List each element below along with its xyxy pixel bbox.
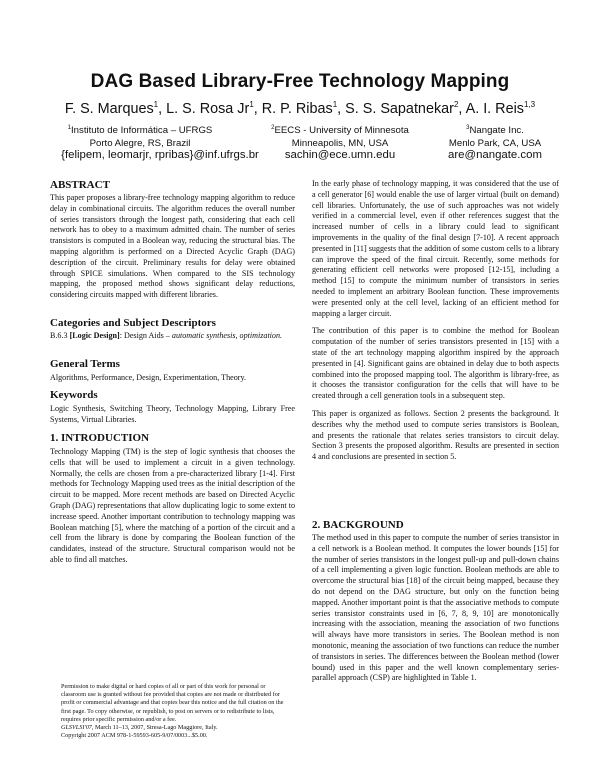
paper-title: DAG Based Library-Free Technology Mapping: [90, 71, 510, 92]
abstract-body: [50, 193, 295, 301]
category-code: B.6.3: [50, 331, 68, 340]
affil-institution: Nangate Inc.: [469, 125, 524, 136]
author-affil-mark: 1: [249, 100, 254, 109]
abstract-text: This paper proposes a library-free technology mapping algorithm to reduce delay in combinational circuits. The algorithm reduces the overall number of series transistors through the longest path, considering that each cell network has to obey to a maximum admitted chain. The number of series transistors is computed in a Boolean way, reducing the structural bias. The mapping algorithm is performed on a Directed Acyclic Graph (DAG) description of the circuit. Preliminary results for delay were obtained through SPICE simulations. When compared to the SIS technology mapping, the proposed method shows significant delay reductions, considering circuits mapped with different libraries.: [50, 193, 295, 300]
right-column-intro-cont: [312, 179, 559, 463]
category-label: [Logic Design]: [69, 331, 120, 340]
general-terms-heading: General Terms: [50, 358, 120, 370]
author-name: A. I. Reis: [465, 101, 524, 117]
intro-paragraph-2: In the early phase of technology mapping, it was considered that the use of a cell generator [6] would enable the use of larger virtual (built on demand) cell libraries. Unfortunately, the use of such approaches was not widely verified in a commercial level, even if other references suggest that the increased number of cells in a library could lead to significant improvements in the quality of the final design [7-10]. A recent approach presented in [11] suggests that the addition of some custom cells to a library can improve the speed of the final circuit. Recently, some methods for generating efficient cell networks were proposed [12-15], including a method [15] to compute the minimum number of transistors in series needed to implement an arbitrary Boolean function. These improvements were presented only at the cell level, lacking of an efficient method for mapping a larger circuit.: [312, 179, 559, 318]
affil-mark: 2: [271, 125, 275, 131]
introduction-heading: 1. INTRODUCTION: [50, 432, 150, 444]
category-italic: automatic synthesis, optimization.: [171, 331, 283, 340]
affil-mark: 1: [67, 125, 72, 131]
author-name: F. S. Marques: [64, 101, 154, 117]
affiliation-ufrgs: [60, 122, 220, 150]
author-name: L. S. Rosa Jr: [166, 101, 250, 117]
category-text: : Design Aids –: [119, 331, 172, 340]
author-affil-mark: 1,3: [523, 100, 536, 109]
permission-notice: [61, 683, 287, 740]
affil-location: Minneapolis, MN, USA: [291, 138, 389, 149]
keywords-heading: Keywords: [50, 389, 98, 401]
email-ufrgs[interactable]: {felipem, leomarjr, rpribas}@inf.ufrgs.br: [61, 149, 259, 161]
author-list: F. S. Marques$^1$, L. S. Rosa Jr$^1$, R. P. Ribas$^1$, S. S. Sapatnekar$^2$, A. I. Reis$^{1,3}$: [64, 100, 536, 117]
venue-details: , March 11–13, 2007, Stresa-Lago Maggiore, Italy.: [91, 724, 218, 732]
intro-paragraph-4: This paper is organized as follows. Section 2 presents the background. It describes why the method used to compute series transistors is Boolean, and presents the rationale that relates series transistors to circuit delay. Section 3 presents the proposed algorithm. Results are presented in section 4 and conclusions are presented in section 5.: [312, 408, 559, 462]
affil-institution: EECS - University of Minnesota: [274, 125, 409, 136]
permission-text: Permission to make digital or hard copies of all or part of this work for personal or classroom use is granted without fee provided that copies are not made or distributed for profit or commercial advantage and that copies bear this notice and the full citation on the first page. To copy otherwise, or republish, to post on servers or to redistribute to lists, requires prior specific permission and/or a fee.: [61, 683, 284, 723]
email-nangate[interactable]: are@nangate.com: [448, 149, 542, 161]
author-affil-mark: 2: [453, 100, 459, 109]
affil-mark: 3: [466, 125, 470, 131]
background-text: The method used in this paper to compute the number of series transistor in a cell network is a Boolean method. It computes the lower bounds [15] for the number of series transistors in the longest pull-up and pull-down chains of a cell implementing a given logic function. Boolean methods are able to overcome the structural bias [18] of the circuit being mapped, because they do not depend on the DAG structure, but only on the function being mapped. Another important point is that the associative methods to compute series transistor constraints used in [6, 7, 8, 9, 10] are monotonically increasing with the association, meaning the association of two functions will always have more transistors in series. The Boolean method is non monotonic, meaning the association of two functions can reduce the number of transistors in series. The differences between the Boolean method (lower bound) used in this paper and the well known complementary series-parallel approach (CSP) are highlighted in Table 1.: [312, 533, 560, 683]
author-affil-mark: 1: [332, 100, 338, 109]
introduction-text: Technology Mapping (TM) is the step of logic synthesis that chooses the cells that will be used to implement a circuit in a given technology. Normally, the cells are chosen from a pre-characterized library [1-4]. First methods for Technology Mapping used trees as the initial description of the circuit to be mapped. More recent methods are based on Directed Acyclic Graph (DAG) representations that allow duplicating logic to some extent to increase speed. Another important contribution to technology mapping was Boolean matching [5], where the matching of a portion of the circuit and a cell from the library is done by comparing the Boolean function of the candidates, instead of the structure. Structural comparison would not be able to find all matches.: [50, 447, 295, 564]
keywords-body: [50, 404, 295, 426]
general-terms-body: [50, 373, 295, 384]
keywords-text: Logic Synthesis, Switching Theory, Technology Mapping, Library Free Systems, Virtual Libraries.: [50, 404, 295, 424]
affil-location: Porto Alegre, RS, Brazil: [89, 138, 191, 149]
affiliation-nangate: [440, 122, 550, 150]
author-name: S. S. Sapatnekar: [345, 101, 454, 117]
introduction-body: [50, 447, 295, 566]
categories-body: [50, 331, 295, 342]
affiliation-umn: [265, 122, 415, 150]
background-heading: 2. BACKGROUND: [312, 519, 404, 531]
venue-name: GLSVLSI'07: [61, 724, 92, 732]
email-umn[interactable]: sachin@ece.umn.edu: [284, 149, 396, 161]
background-body: [312, 533, 559, 684]
author-affil-mark: 1: [153, 100, 159, 109]
copyright-line: Copyright 2007 ACM 978-1-59593-605-9/07/0003...$5.00.: [61, 732, 208, 740]
affil-location: Menlo Park, CA, USA: [448, 138, 542, 149]
general-terms-text: Algorithms, Performance, Design, Experimentation, Theory.: [50, 373, 247, 382]
affil-institution: Instituto de Informática – UFRGS: [71, 125, 213, 136]
author-name: R. P. Ribas: [261, 101, 333, 117]
abstract-heading: ABSTRACT: [50, 179, 110, 191]
intro-paragraph-3: The contribution of this paper is to combine the method for Boolean computation of the number of series transistors presented in [15] with a state of the art technology mapping algorithm inspired by the approach presented in [4]. Significant gains are obtained in delay due to both aspects combined into the proposed mapping tool. The algorithm is library-free, as it chooses the transistor configuration for the cells that will have to be created through a cell generation tools in a subsequent step.: [312, 326, 559, 401]
categories-heading: Categories and Subject Descriptors: [50, 317, 216, 329]
